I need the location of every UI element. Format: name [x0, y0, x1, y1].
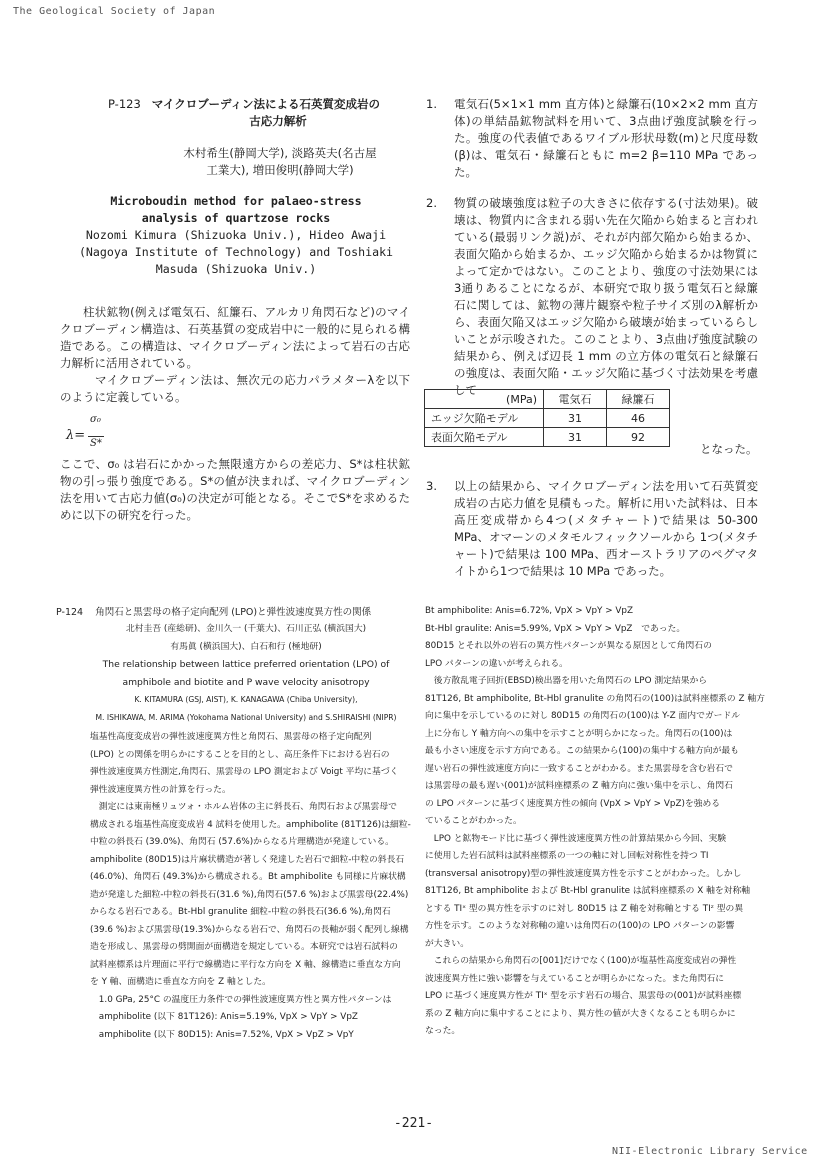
p123-title-en-2: analysis of quartzose rocks [141, 211, 331, 225]
p124-left-line: amphibolite (以下 80D15): Anis=7.52%, VpX > VpZ > VpY [90, 1029, 354, 1040]
item1-number: 1. [426, 97, 437, 111]
footer-service: NII-Electronic Library Service [612, 1146, 808, 1157]
table-cell: 31 [544, 409, 607, 428]
item2-text: 物質の破壊強度は粒子の大きさに依存する(寸法効果)。破壊は、物質内に含まれる弱い先在欠陥から始まると言われている(最弱リンク説)が、それが内部欠陥から始まるか、表面欠陥から始まるか、エッジ欠陥から始まるかは物質によって定かではない。このことより、強度の寸法効果には3通りあることになるが、本研究で取り扱う電気石と緑簾石に関しては、鉱物の薄片観察や粒子サイズ別のλ解析から、表面欠陥又はエッジ欠陥から破壊が始まっているらしいことが示唆された。このことより、3点曲げ強度試験の結果から、例えば辺長 1 mm の立方体の電気石と緑簾石の強度は、表面欠陥・エッジ欠陥に基づく寸法効果を考慮して [454, 196, 758, 397]
p124-left-column [90, 729, 420, 1044]
p124-authors-jp-1: 北村圭吾 (産総研)、金川久一 (千葉大)、石川正弘 (横浜国大) [125, 624, 367, 634]
table-header-row [425, 390, 670, 409]
p124-left-line: 測定には東南極リュツォ・ホルム岩体の主に斜長石、角閃石および黒雲母で [90, 802, 397, 812]
p124-right-line: 後方散乱電子回折(EBSD)検出器を用いた角閃石の LPO 測定結果から [425, 676, 708, 686]
p124-left-line: amphibolite (以下 81T126): Anis=5.19%, VpX > VpY > VpZ [90, 1012, 358, 1022]
p124-left-line: を Y 軸、面構造に垂直な方向を Z 軸とした。 [90, 977, 271, 987]
item3-text: 以上の結果から、マイクロブーディン法を用いて石英質変成岩の古応力値を見積もった。解析に用いた試料は、日本高圧変成帯から4つ(メタチャート)で結果は 50-300 MPa、オマーンのメタモルフィックソールから 1つ(メタチャート)で結果は 100 MPa、西オーストラリアのペグマタイトから1つで結果は 10 MPa であった。 [454, 479, 758, 578]
p123-authors-en-2: (Nagoya Institute of Technology) and Toshiaki [78, 245, 394, 259]
p124-authors-en-1: K. KITAMURA (GSJ, AIST), K. KANAGAWA (Chiba University), [134, 695, 358, 704]
p123-title-en [60, 193, 412, 278]
table-header-unit: (MPa) [425, 390, 544, 409]
table-header-tourmaline: 電気石 [544, 390, 607, 409]
p124-right-line: 上に分布し Y 軸方向への集中を示すことが明らかになった。角閃石の(100)は [425, 728, 733, 739]
p124-right-line: 81T126, Bt amphibolite, Bt-Hbl granulite の角閃石の(100)は試料座標系の Z 軸方 [425, 693, 765, 704]
p124-left-line: 弾性波速度異方性測定,角閃石、黒雲母の LPO 測定および Voigt 平均に基づく [90, 767, 399, 777]
p124-right-line: の LPO パターンに基づく速度異方性の傾向 (VpX > VpY > VpZ)を強める [425, 798, 721, 809]
p124-left-line: 弾性波速度異方性の計算を行った。 [90, 784, 231, 795]
p124-right-line: これらの結果から角閃石の[001]だけでなく(100)が塩基性高度変成岩の弾性 [425, 956, 737, 966]
p123-title-block [108, 96, 408, 130]
p124-left-line: 造が発達した細粒-中粒の斜長石(31.6 %),角閃石(57.6 %)および黒雲母(22.4%) [90, 889, 409, 900]
p123-authors-en-1: Nozomi Kimura (Shizuoka Univ.), Hideo Awaji [85, 228, 387, 242]
formula-denominator: S* [90, 438, 102, 449]
p124-right-line: Bt amphibolite: Anis=6.72%, VpX > VpY > VpZ [425, 606, 634, 616]
p123-authors-en-3: Masuda (Shizuoka Univ.) [155, 262, 317, 276]
p123-authors-jp-2: 工業大), 増田俊明(静岡大学) [206, 163, 354, 177]
p124-authors-jp-2: 有馬眞 (横浜国大)、白石和行 (極地研) [170, 641, 322, 652]
p124-right-line: 81T126, Bt amphibolite および Bt-Hbl granulite は試料座標系の X 軸を対称軸 [425, 886, 751, 896]
table-cell: 46 [607, 409, 670, 428]
item2-number: 2. [426, 196, 437, 210]
table-row [425, 409, 670, 428]
p124-right-line: 最も小さい速度を示す方向である。この結果から(100)の集中する軸方向が最も [425, 746, 739, 756]
formula-bar [88, 436, 104, 437]
p124-left-line: 1.0 GPa, 25°C の温度圧力条件での弾性波速度異方性と異方性パターンは [90, 994, 392, 1005]
table-row-label: 表面欠陥モデル [425, 428, 544, 447]
p123-title-jp-2: 古応力解析 [249, 114, 307, 128]
p124-right-line: 向に集中を示しているのに対し 80D15 の角閃石の(100)は Y-Z 面内でガードル [425, 711, 741, 721]
p123-item-1 [426, 96, 758, 181]
p124-left-line: 中粒の斜長石 (39.0%)、角閃石 (57.6%)からなる片理構造が発達している。 [90, 837, 394, 847]
p124-right-line: に使用した岩石試料は試料座標系の一つの軸に対し回転対称性を持つ TI [425, 851, 709, 861]
p123-item-3 [426, 478, 758, 580]
p123-intro-1: 柱状鉱物(例えば電気石、紅簾石、アルカリ角閃石など)のマイクロブーディン構造は、石英基質の変成岩中に一般的に見られる構造である。この構造は、マイクロブーディン法によって岩石の古応力解析に活用されている。 [60, 305, 410, 370]
table-cell: 31 [544, 428, 607, 447]
table-cell: 92 [607, 428, 670, 447]
p123-code: P-123 [108, 97, 141, 111]
p123-intro-3: ここで、σ₀ は岩石にかかった無限遠方からの差応力、S*は柱状鉱物の引っ張り強度である。S*の値が決まれば、マイクロブーディン法を用いて古応力値(σ₀)の決定が可能となる。そこでS*を求めるために以下の研究を行った。 [60, 457, 410, 522]
p124-title-en-1: The relationship between lattice preferred orientation (LPO) of [102, 659, 390, 670]
p123-title-en-1: Microboudin method for palaeo-stress [110, 194, 362, 208]
p124-right-line: (transversal anisotropy)型の弾性波速度異方性を示すことがわかった。しかし [425, 868, 742, 879]
p124-right-line: 系の Z 軸方向に集中することにより、異方性の値が大きくなることも明らかに [425, 1008, 736, 1019]
formula-lhs: λ= [66, 428, 86, 443]
p123-title-jp-1: マイクロブーディン法による石英質変成岩の [151, 97, 381, 111]
p124-code: P-124 [56, 607, 84, 618]
item2-tail: となった。 [700, 442, 758, 456]
p124-right-line: Bt-Hbl graulite: Anis=5.99%, VpX > VpY > VpZ であった。 [425, 623, 686, 634]
p123-intro-2: マイクロブーディン法は、無次元の応力パラメターλを以下のように定義している。 [60, 373, 410, 404]
table-row [425, 428, 670, 447]
p124-left-line: amphibolite (80D15)は片麻状構造が著しく発達した岩石で細粒-中粒の斜長石 [90, 854, 405, 865]
p124-title-block [60, 621, 432, 726]
p124-right-line: は黒雲母の最も遅い(001)が試料座標系の Z 軸方向に強い集中を示し、角閃石 [425, 781, 733, 791]
p124-authors-en-2: M. ISHIKAWA, M. ARIMA (Yokohama National University) and S.SHIRAISHI (NIPR) [95, 712, 397, 722]
p124-right-line: が大きい。 [425, 938, 469, 949]
p124-left-line: (39.6 %)および黒雲母(19.3%)からなる岩石で、角閃石の長軸が弱く配列し線構 [90, 924, 409, 935]
p124-left-line: 構成される塩基性高度変成岩 4 試料を使用した。amphibolite (81T126)は細粒- [90, 819, 411, 830]
p124-left-line: 造を形成し、黒雲母の劈開面が面構造を規定している。本研究では岩石試料の [90, 942, 398, 952]
p124-right-line: 遅い岩石の弾性波速度方向に一致することがわかる。また黒雲母を含む岩石で [425, 763, 733, 774]
p124-right-column [425, 603, 765, 1041]
society-header: The Geological Society of Japan [13, 6, 216, 17]
strength-table [424, 389, 670, 447]
p124-header [56, 604, 371, 621]
table-row-label: エッジ欠陥モデル [425, 409, 544, 428]
p123-item-2 [426, 195, 758, 399]
p124-right-line: LPO に基づく速度異方性が TIˣ 型を示す岩石の場合、黒雲母の(001)が試料座標 [425, 991, 742, 1001]
p123-authors-jp-1: 木村希生(静岡大学), 淡路英夫(名古屋 [183, 146, 377, 160]
p124-right-line: とする TIˣ 型の異方性を示すのに対し 80D15 は Z 軸を対称軸とする TIᶻ 型の異 [425, 903, 744, 914]
p124-right-line: 波速度異方性に強い影響を与えていることが明らかになった。また角閃石に [425, 973, 725, 984]
item1-text: 電気石(5×1×1 mm 直方体)と緑簾石(10×2×2 mm 直方体)の単結晶鉱物試料を用いて、3点曲げ強度試験を行った。強度の代表値であるワイブル形状母数(m)と尺度母数(β)は、電気石・緑簾石ともに m=2 β=110 MPa であった。 [454, 97, 758, 179]
p124-right-line: ていることがわかった。 [425, 816, 522, 826]
p124-left-line: (LPO) との関係を明らかにすることを目的とし、高圧条件下における岩石の [90, 749, 390, 760]
table-header-epidote: 緑簾石 [607, 390, 670, 409]
item3-number: 3. [426, 479, 437, 493]
p124-right-line: LPO パターンの違いが考えられる。 [425, 658, 568, 669]
p124-right-line: 方性を示す。このような対称軸の違いは角閃石の(100)の LPO パターンの影響 [425, 921, 735, 931]
p123-authors-jp [150, 145, 410, 179]
page-number: -221- [393, 1116, 434, 1131]
p124-right-line: 80D15 とそれ以外の岩石の異方性パターンが異なる原因として角閃石の [425, 641, 712, 651]
p124-left-line: (46.0%)、角閃石 (49.3%)から構成される。Bt amphibolite も同様に片麻状構 [90, 872, 406, 882]
p124-right-line: なった。 [425, 1026, 461, 1036]
p124-left-line: 試料座標系は片理面に平行で線構造に平行な方向を X 軸、線構造に垂直な方向 [90, 959, 401, 970]
formula-numerator: σ₀ [90, 414, 101, 425]
p124-title-en-2: amphibole and biotite and P wave velocity anisotropy [122, 676, 370, 688]
p124-left-line: 塩基性高度変成岩の弾性波速度異方性と角閃石、黒雲母の格子定向配列 [90, 732, 372, 742]
p124-left-line: からなる岩石である。Bt-Hbl granulite 細粒-中粒の斜長石(36.6 %),角閃石 [90, 907, 391, 917]
p124-right-line: LPO と鉱物モード比に基づく弾性波速度異方性の計算結果から今回、実験 [425, 833, 727, 844]
p124-title-jp: 角閃石と黒雲母の格子定向配列 (LPO)と弾性波速度異方性の関係 [95, 607, 372, 618]
